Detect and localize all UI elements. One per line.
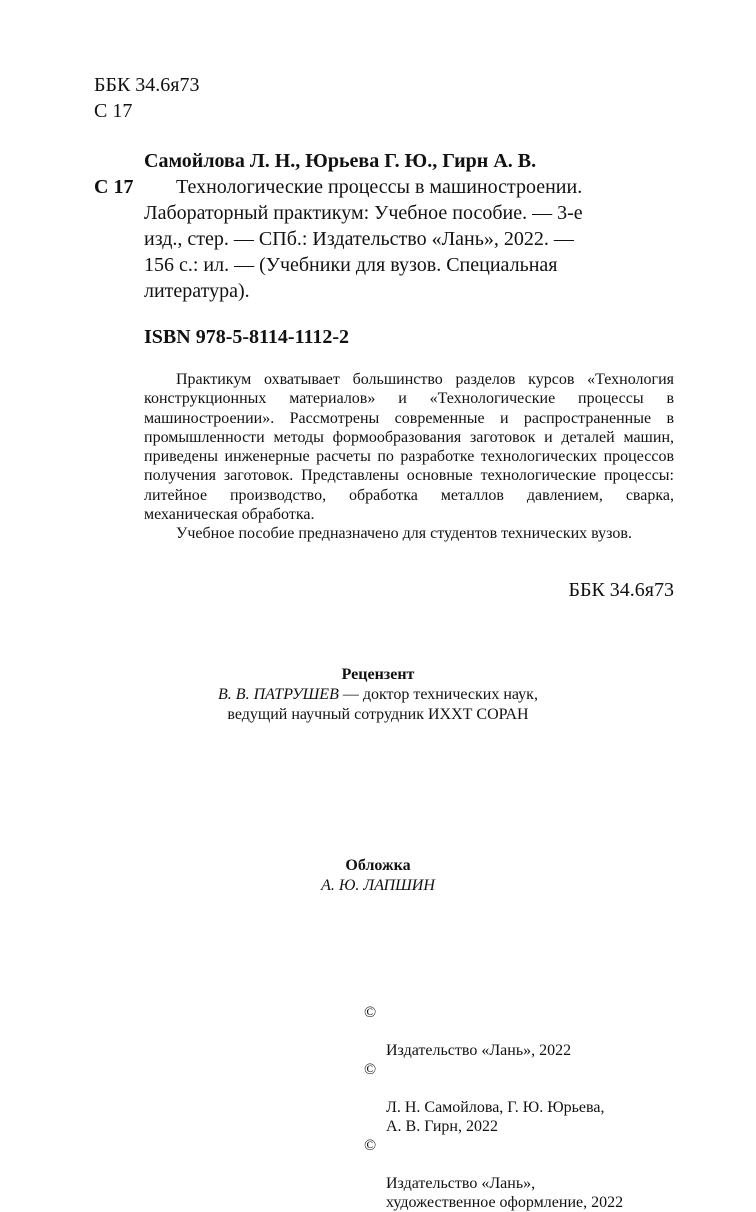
reviewer-name: В. В. ПАТРУШЕВ: [218, 686, 339, 703]
copyright-text: Л. Н. Самойлова, Г. Ю. Юрьева, А. В. Гирн, 2022: [386, 1099, 605, 1135]
entry-line: Технологические процессы в машиностроении.: [176, 176, 583, 198]
entry-author-mark: С 17: [94, 176, 134, 198]
copyright-symbol: ©: [364, 1004, 377, 1021]
copyright-item: [364, 1060, 704, 1136]
annotation-paragraph: Учебное пособие предназначено для студентов технических вузов.: [176, 525, 632, 543]
author-mark: С 17: [94, 100, 133, 122]
copyright-item: [364, 1136, 704, 1212]
reviewer-position: ведущий научный сотрудник ИХХТ СОРАН: [227, 706, 529, 723]
cover-label: Обложка: [345, 857, 411, 874]
entry-line: изд., стер. — СПб.: Издательство «Лань», 2022. —: [144, 228, 574, 250]
bbk-code: ББК 34.6я73: [94, 74, 200, 96]
copyright-text: Издательство «Лань», художественное оформление, 2022: [386, 1175, 624, 1211]
reviewer-line: [0, 685, 756, 705]
entry-line: Лабораторный практикум: Учебное пособие. — 3-е: [144, 202, 583, 224]
copyright-symbol: ©: [364, 1061, 377, 1078]
authors-line: Самойлова Л. Н., Юрьева Г. Ю., Гирн А. В.: [144, 150, 537, 172]
copyright-symbol: ©: [364, 1137, 377, 1154]
reviewer-description: — доктор технических наук,: [338, 686, 538, 703]
annotation: [144, 370, 674, 544]
classification-block: [94, 72, 200, 124]
reviewer-block: [0, 665, 756, 725]
annotation-paragraph: Практикум охватывает большинство разделов курсов «Технология конструкционных материалов» и «Технологические процессы в машиностроении». Рассмотрены современные и распространенные в промышленности методы формообразования заготовок и деталей машин, приведены инженерные расчеты по разработке технологических процессов получения заготовок. Представлены основные технологические процессы: литейное производство, обработка металлов давлением, сварка, механическая обработка.: [144, 371, 674, 524]
copyright-text: Издательство «Лань», 2022: [386, 1042, 572, 1059]
isbn: ISBN 978-5-8114-1112-2: [144, 326, 350, 348]
bibliographic-entry: [144, 174, 670, 304]
cover-designer: А. Ю. ЛАПШИН: [321, 877, 435, 894]
entry-line: литература).: [144, 280, 250, 302]
bbk-code-bottom: ББК 34.6я73: [568, 579, 674, 601]
reviewer-label: Рецензент: [341, 666, 415, 683]
entry-line: 156 с.: ил. — (Учебники для вузов. Специальная: [144, 254, 558, 276]
cover-block: [0, 856, 756, 896]
copyright-block: [364, 1003, 704, 1212]
copyright-item: [364, 1003, 704, 1060]
